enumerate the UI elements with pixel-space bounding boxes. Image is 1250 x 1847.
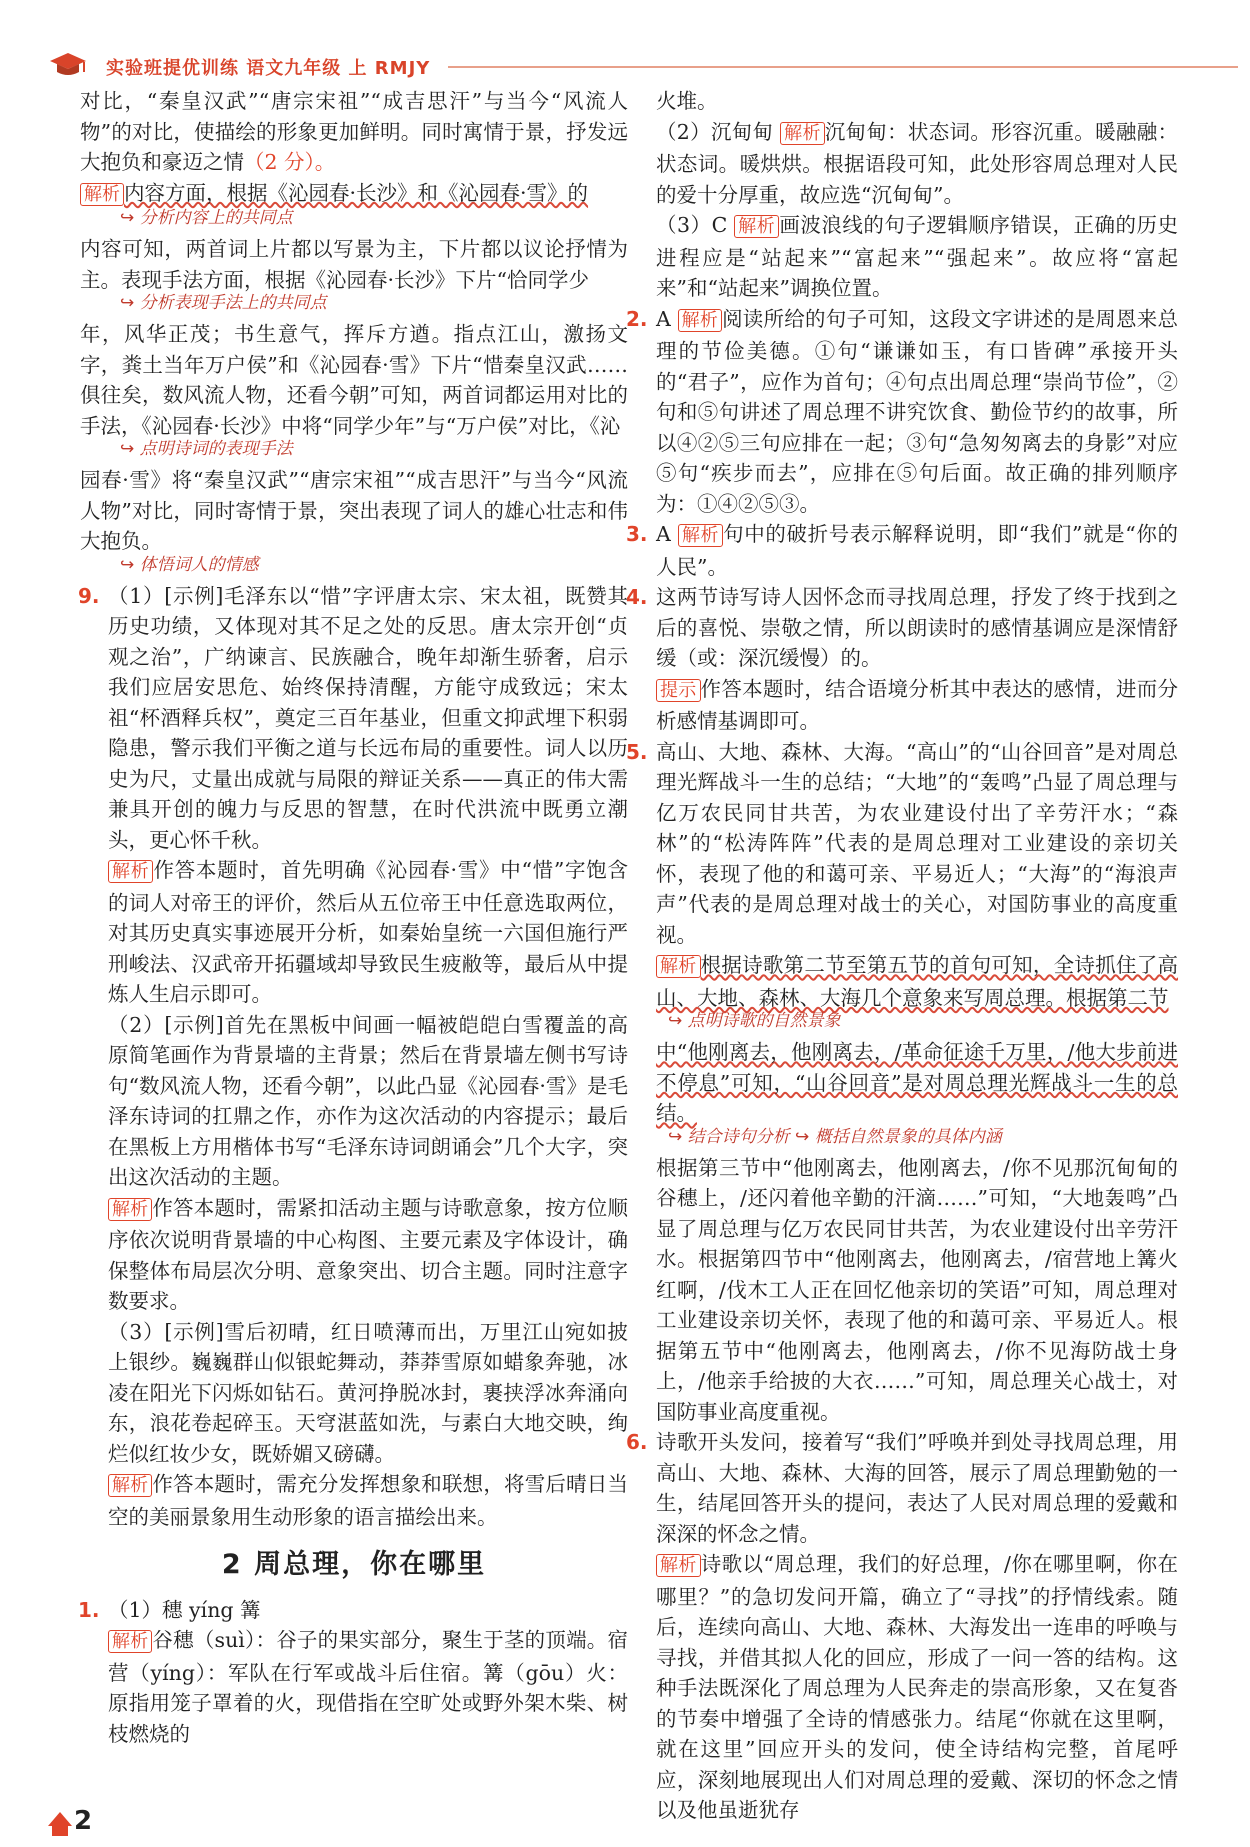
up-arrow-icon [48, 1812, 72, 1826]
handwritten-note: 结合诗句分析 [687, 1126, 790, 1147]
analysis-tag: 解析 [108, 860, 153, 883]
page-footer [48, 1808, 108, 1838]
answer-text: （3）[示例]雪后初晴，红日喷薄而出，万里江山宛如披上银纱。巍巍群山似银蛇舞动，莽莽雪原如蜡象奔驰，冰凌在阳光下闪烁如钻石。黄河挣脱冰封，裹挟浮冰奔涌向东，浪花卷起碎玉。天穹湛蓝如洗，与素白大地交映，绚烂似红妆少女，既娇媚又磅礴。 [108, 1319, 628, 1466]
page-header [48, 46, 1198, 86]
right-column [628, 86, 1178, 1826]
question-6 [628, 1427, 1178, 1549]
answer-text: （2）沉甸甸 [656, 119, 774, 144]
question-5 [628, 737, 1178, 951]
question-number: 6. [626, 1430, 648, 1454]
analysis-text: 根据诗歌第二节至第五节的首句可知，全诗抓住了高山、大地、森林、大海几个意象来写周总理。根据第二节 [656, 953, 1179, 1010]
analysis-text: 作答本题时，需充分发挥想象和联想，将雪后晴日当空的美丽景象用生动形象的语言描绘出来。 [108, 1472, 628, 1529]
handwritten-note-pair: ↪ 结合诗句分析 ↪ 概括自然景象的具体内涵 [668, 1125, 1178, 1149]
analysis-tag: 解析 [80, 183, 124, 206]
graduation-cap-icon [48, 50, 88, 80]
hint-tag: 提示 [656, 679, 701, 702]
analysis-block [80, 1625, 628, 1749]
question-number: 5. [626, 739, 648, 764]
answer-text: A [656, 522, 671, 546]
answer-text: 火堆。 [656, 89, 718, 113]
analysis-block [80, 855, 628, 1010]
analysis-text: 中“他刚离去，他刚离去，/革命征途千万里，/他大步前进不停息”可知，“山谷回音”是对周总理光辉战斗一生的总结。 [656, 1040, 1178, 1125]
answer-text: A [656, 306, 671, 331]
answer-text: （1）穗 yíng 篝 [108, 1597, 261, 1622]
handwritten-note: ↪ 分析表现手法上的共同点 [120, 291, 628, 315]
question-number: 2. [626, 306, 648, 331]
handwritten-note: ↪ 分析内容上的共同点 [120, 206, 628, 230]
analysis-tag: 解析 [656, 1554, 701, 1577]
analysis-tag: 解析 [678, 524, 723, 547]
analysis-text: 内容可知，两首词上片都以写景为主，下片都以议论抒情为主。表现手法方面，根据《沁园春·长沙》下片“恰同学少 [80, 237, 628, 292]
answer-text: （3）C [656, 213, 728, 237]
question-1 [80, 1595, 628, 1626]
answer-block [628, 210, 1178, 304]
question-4 [628, 582, 1178, 674]
analysis-text: 阅读所给的句子可知，这段文字讲述的是周恩来总理的节俭美德。①句“谦谦如玉，有口皆碑”承接开头的“君子”，应作为首句；④句点出周总理“崇尚节俭”，②句和⑤句讲述了周总理不讲究饮食、勤俭节约的故事，所以④②⑤三句应排在一起；③句“急匆匆离去的身影”对应⑤句“疾步而去”，应排在⑤句后面。故正确的排列顺序为：①④②⑤③。 [656, 306, 1179, 516]
header-title: 实验班提优训练 语文九年级 上 RMJY [106, 58, 431, 79]
answer-text: 高山、大地、森林、大海。“高山”的“山谷回音”是对周总理光辉战斗一生的总结；“大地”的“轰鸣”凸显了周总理与亿万农民同甘共苦，为农业建设付出了辛劳汗水；“森林”的“松涛阵阵”代表的是周总理对工业建设的亲切关怀，表现了他的和蔼可亲、平易近人；“大海”的“海浪声声”代表的是周总理对战士的关心，对国防事业的高度重视。 [656, 739, 1178, 947]
analysis-text: 园春·雪》将“秦皇汉武”“唐宗宋祖”“成吉思汗”与当今“风流人物”对比，同时寄情于景，突出表现了词人的雄心壮志和伟大抱负。 [80, 468, 628, 553]
analysis-tag: 解析 [108, 1630, 152, 1653]
answer-text: （2）[示例]首先在黑板中间画一幅被皑皑白雪覆盖的高原简笔画作为背景墙的主背景；然后在背景墙左侧书写诗句“数风流人物，还看今朝”，以此凸显《沁园春·雪》是毛泽东诗词的扛鼎之作，亦作为这次活动的内容提示；最后在黑板上方用楷体书写“毛泽东诗词朗诵会”几个大字，突出这次活动的主题。 [108, 1012, 628, 1189]
question-9 [80, 581, 628, 856]
hint-block [628, 674, 1178, 737]
analysis-tag: 解析 [656, 955, 701, 978]
analysis-text: 句中的破折号表示解释说明，即“我们”就是“你的人民”。 [656, 522, 1178, 579]
handwritten-note: ↪ 点明诗词的表现手法 [120, 437, 628, 461]
analysis-tag: 解析 [108, 1474, 152, 1497]
analysis-text: 沉甸甸：状态词。形容沉重。暖融融：状态词。暖烘烘。根据语段可知，此处形容周总理对人民的爱十分厚重，故应选“沉甸甸”。 [656, 119, 1178, 207]
question-number: 9. [78, 583, 100, 608]
answer-text-part: 对比，“秦皇汉武”“唐宗宋祖”“成吉思汗”与当今“风流人物”的对比，使描绘的形象更加鲜明。同时寓情于景，抒发远大抱负和豪迈之情 [80, 89, 628, 174]
left-column [80, 86, 628, 1749]
analysis-block [628, 1549, 1178, 1826]
analysis-text: 根据第三节中“他刚离去，他刚离去，/你不见那沉甸甸的谷穗上，/还闪着他辛勤的汗滴……”可知，“大地轰鸣”凸显了周总理与亿万农民同甘共苦，为农业建设付出辛劳汗水。根据第四节中“他刚离去，他刚离去，/宿营地上篝火红啊，/伐木工人正在回忆他亲切的笑语”可知，周总理对工业建设亲切关怀，表现了他的和蔼可亲、平易近人。根据第五节中“他刚离去，他刚离去，/你不见海防战士身上，/他亲手给披的大衣……”可知，周总理关心战士，对国防事业高度重视。 [656, 1155, 1178, 1424]
question-number: 3. [626, 522, 648, 546]
analysis-text: 作答本题时，首先明确《沁园春·雪》中“惜”字饱含的词人对帝王的评价，然后从五位帝王中任意选取两位，对其历史真实事迹展开分析，如秦始皇统一六国但施行严刑峻法、汉武帝开拓疆域却导致民生疲敝等，最后从中提炼人生启示即可。 [108, 858, 629, 1006]
answer-block [628, 117, 1178, 211]
analysis-tag: 解析 [678, 309, 722, 332]
handwritten-note: ↪ 体悟词人的情感 [120, 553, 628, 577]
handwritten-note: ↪ 点明诗歌的自然景象 [668, 1009, 1178, 1033]
hint-text: 作答本题时，结合语境分析其中表达的感情，进而分析感情基调即可。 [656, 676, 1179, 733]
section-title: 2 周总理，你在哪里 [221, 1549, 487, 1580]
up-arrow-stem [52, 1826, 68, 1836]
analysis-text: 诗歌以“周总理，我们的好总理，/你在哪里啊，你在哪里？”的急切发问开篇，确立了“寻找”的抒情线索。随后，连续向高山、大地、森林、大海发出一连串的呼唤与寻找，并借其拟人化的回应，形成了一问一答的结构。这种手法既深化了周总理为人民奔走的崇高形象，又在复沓的节奏中增强了全诗的情感张力。结尾“你就在这里啊，就在这里”回应开头的发问，使全诗结构完整，首尾呼应，深刻地展现出人们对周总理的爱戴、深切的怀念之情以及他虽逝犹存 [656, 1552, 1179, 1822]
question-number: 1. [78, 1597, 100, 1622]
page-number: 2 [74, 1806, 93, 1836]
analysis-text: 内容方面，根据《沁园春·长沙》和《沁园春·雪》的 [124, 180, 589, 205]
analysis-text-block [628, 1037, 1178, 1129]
analysis-block [80, 1469, 628, 1532]
score-note: （2 分）。 [244, 150, 336, 174]
analysis-block [80, 1193, 628, 1317]
question-2 [628, 304, 1178, 520]
answer-text: 诗歌开头发问，接着写“我们”呼唤并到处寻找周总理，用高山、大地、森林、大海的回答，展示了周总理勤勉的一生，结尾回答开头的提问，表达了人民对周总理的爱戴和深深的怀念之情。 [656, 1430, 1178, 1546]
handwritten-note: 概括自然景象的具体内涵 [814, 1126, 1002, 1147]
analysis-text: 画波浪线的句子逻辑顺序错误，正确的历史进程应是“站起来”“富起来”“强起来”。故应将“富起来”和“站起来”调换位置。 [656, 213, 1179, 300]
answer-text: （1）[示例]毛泽东以“惜”字评唐太宗、宋太祖，既赞其历史功绩，又体现对其不足之处的反思。唐太宗开创“贞观之治”，广纳谏言、民族融合，晚年却渐生骄奢，启示我们应居安思危、始终保持清醒，方能守成致远；宋太祖“杯酒释兵权”，奠定三百年基业，但重文抑武埋下积弱隐患，警示我们平衡之道与长远布局的重要性。词人以历史为尺，丈量出成就与局限的辩证关系——真正的伟大需兼具开创的魄力与反思的智慧，在时代洪流中既勇立潮头，更心怀千秋。 [108, 583, 628, 852]
analysis-text: 年，风华正茂；书生意气，挥斥方遒。指点江山，激扬文字，粪土当年万户侯”和《沁园春·雪》下片“惜秦皇汉武……俱往矣，数风流人物，还看今朝”可知，两首词都运用对比的手法，《沁园春·长沙》中将“同学少年”与“万户侯”对比，《沁 [80, 322, 628, 438]
question-3 [628, 519, 1178, 582]
answer-text: 这两节诗写诗人因怀念而寻找周总理，抒发了终于找到之后的喜悦、崇敬之情，所以朗读时的感情基调应是深情舒缓（或：深沉缓慢）的。 [656, 585, 1178, 670]
header-rule [448, 66, 1238, 68]
analysis-text: 作答本题时，需紧扣活动主题与诗歌意象，按方位顺序依次说明背景墙的中心构图、主要元素及字体设计，确保整体布局层次分明、意象突出、切合主题。同时注意字数要求。 [108, 1195, 628, 1313]
question-number: 4. [626, 585, 648, 609]
analysis-text: 谷穗（suì）：谷子的果实部分，聚生于茎的顶端。宿营（yíng）：军队在行军或战斗后住宿。篝（gōu）火：原指用笼子罩着的火，现借指在空旷处或野外架木柴、树枝燃烧的 [108, 1628, 629, 1746]
analysis-tag: 解析 [108, 1198, 152, 1221]
analysis-tag: 解析 [734, 215, 779, 238]
analysis-block [628, 950, 1178, 1013]
answer-text [80, 86, 628, 178]
analysis-tag: 解析 [780, 122, 825, 145]
